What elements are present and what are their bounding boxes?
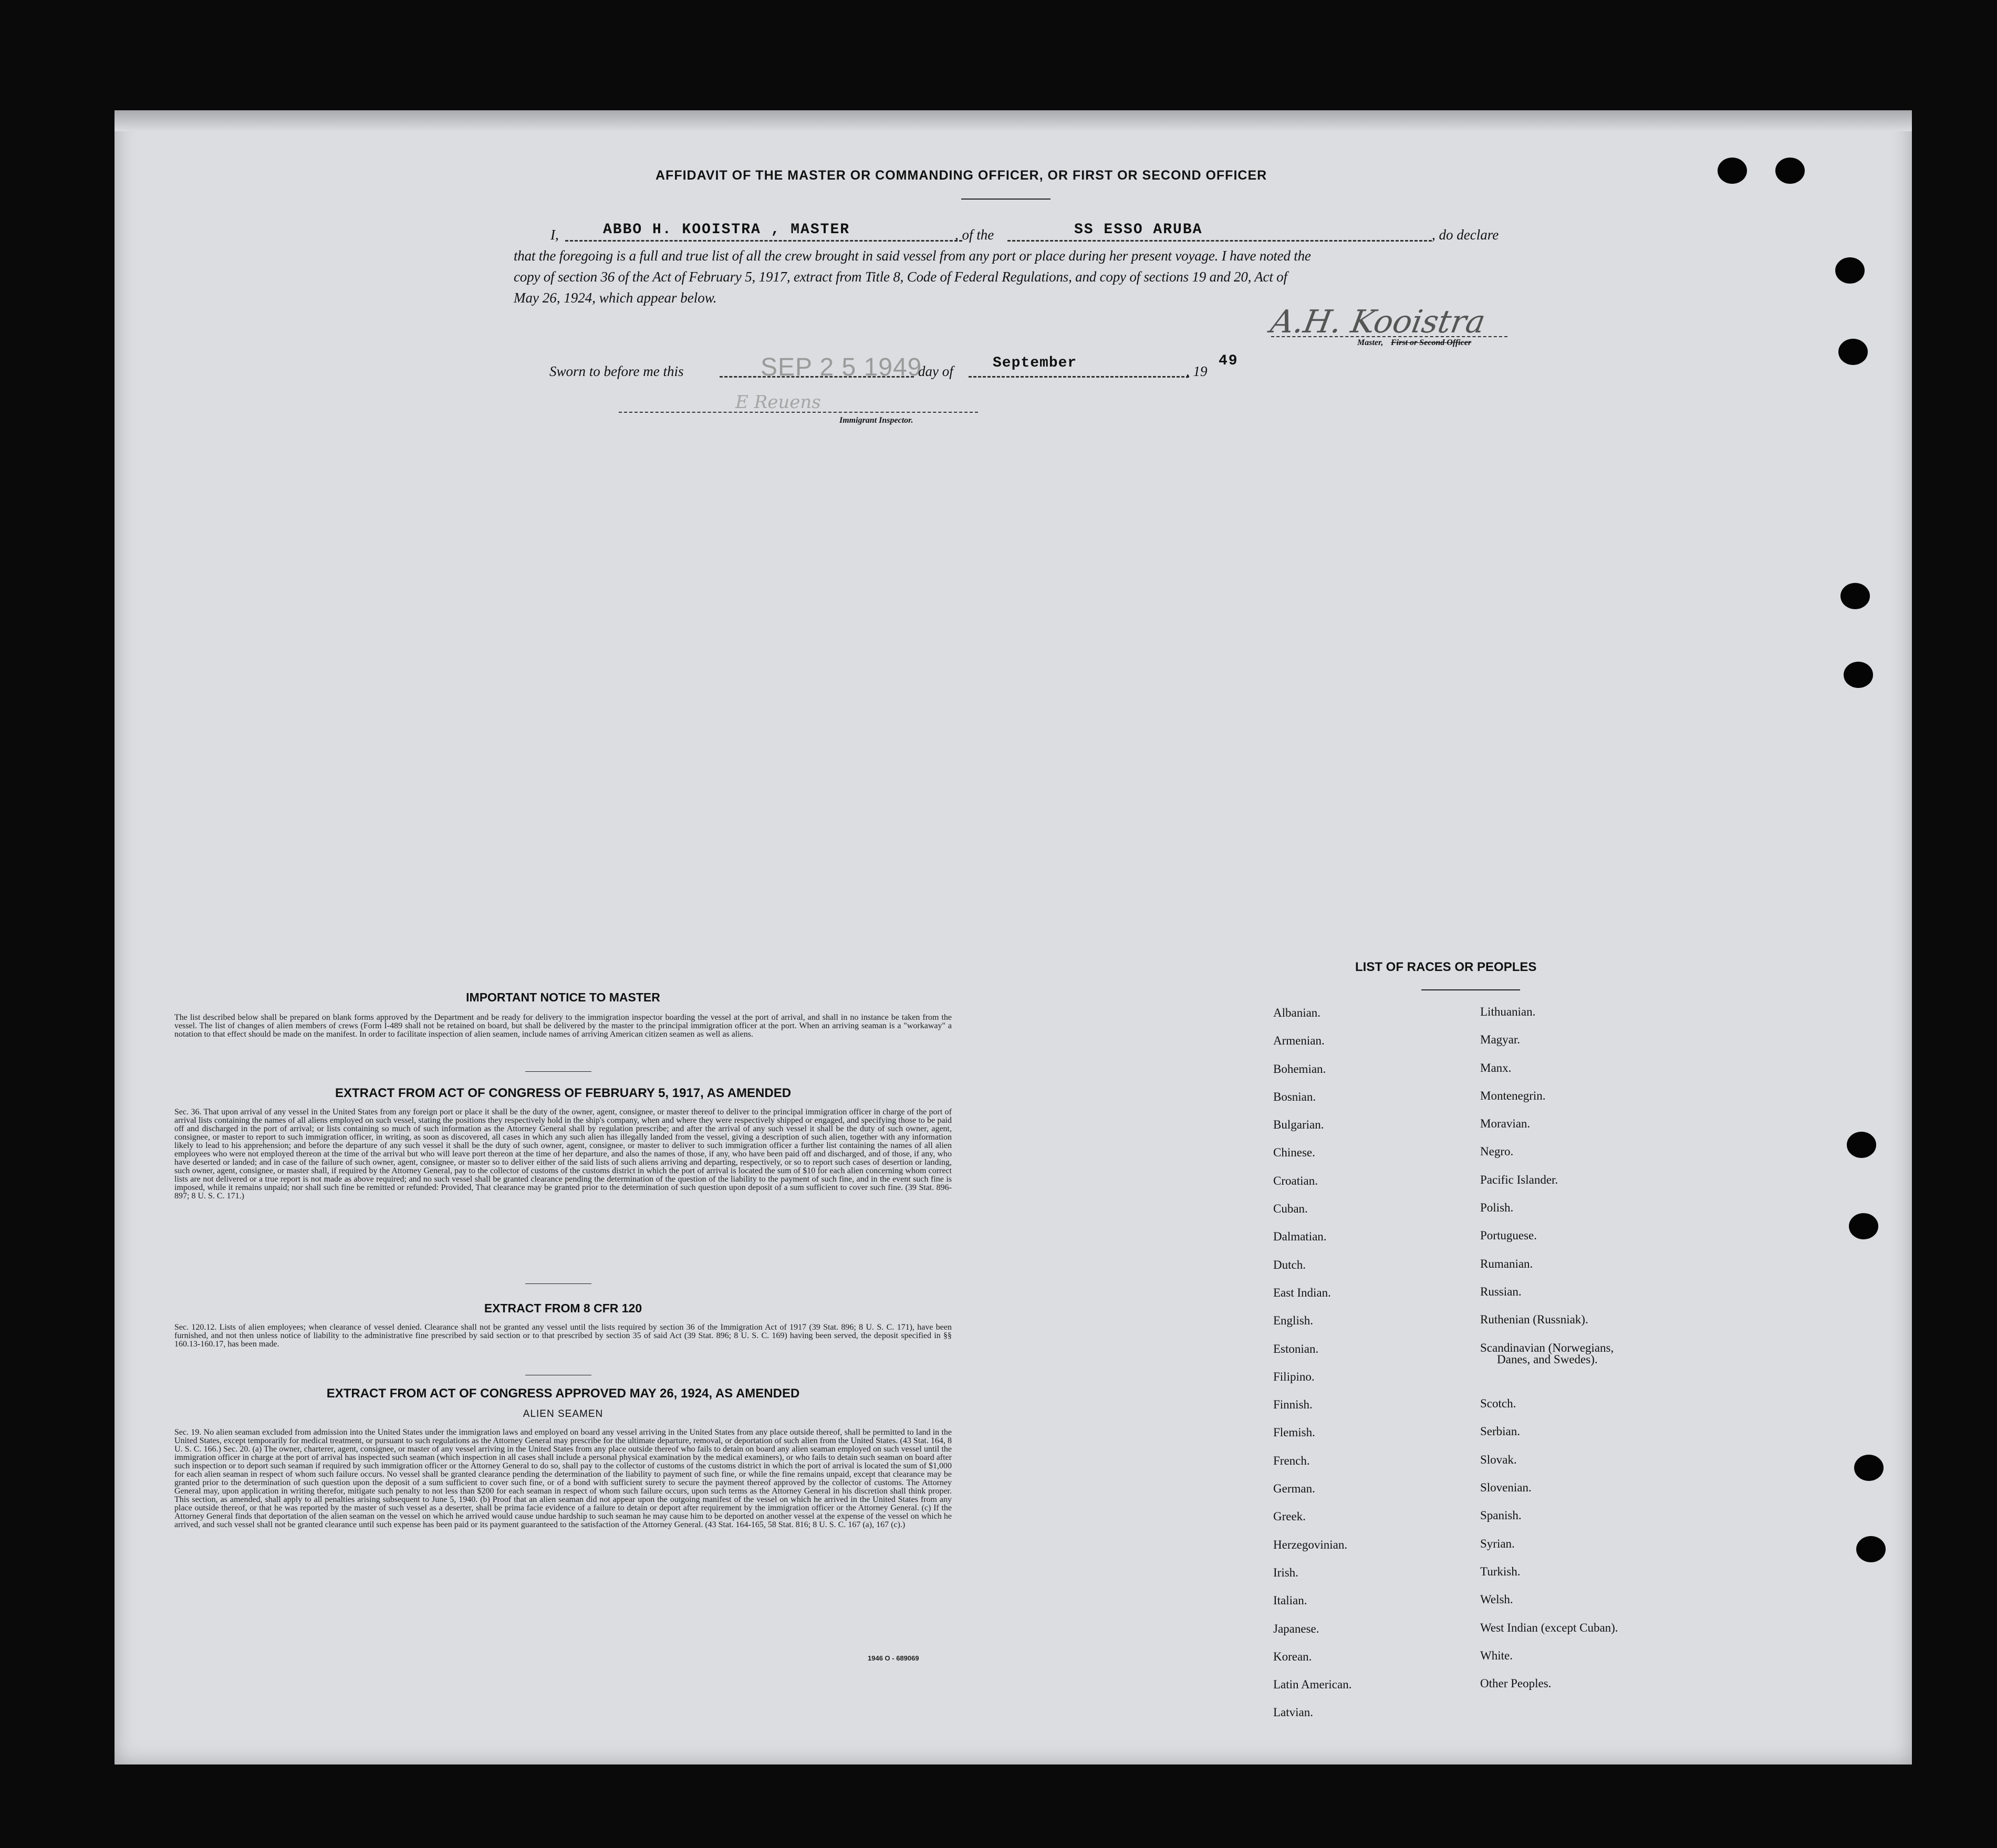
affidavit-text-line: copy of section 36 of the Act of February 5, 1917, extract from Title 8, Code of Federal Regulations, and copy of sections 19 and 20, Act of — [514, 269, 1287, 285]
races-title-underline — [1421, 989, 1520, 990]
race-item: Turkish. — [1480, 1564, 1521, 1578]
race-item: Chinese. — [1273, 1146, 1315, 1160]
race-item: Syrian. — [1480, 1537, 1515, 1550]
race-item: Bosnian. — [1273, 1090, 1316, 1103]
extract3-body: Sec. 19. No alien seaman excluded from admission into the United States under the immigration laws and employed on board any vessel arriving in the United States from any place outside thereof, shall be permitted to land in the United States, except temporarily for medical treatment, or pursuant to such regulations as the Attorney General may prescribe for the ultimate departure, removal, or deportation of such alien from the United States. (43 Stat. 164, 8 U. S. C. 166.) Sec. 20. (a) The owner, charterer, agent, consignee, or master of any vessel arriving in the United States from any place outside thereof who fails to detain on board any alien seaman employed on such vessel until the immigration officer in charge at the port of arrival has inspected such seaman (which inspection in all cases shall include a personal physical examination by the medical examiners), or who fails to detain such seaman on board after such inspection or to deport such seaman if required by such immigration officer or the Attorney General to do so, shall pay to the collector of customs of the customs district in which the port of arrival is located the sum of $1,000 for each alien seaman in respect of whom such failure occurs. No vessel shall be granted clearance pending the determination of the liability to payment of such fine, or while the fine remains unpaid, except that clearance may be granted prior to the determination of such question upon the deposit of a sum sufficient to cover such fine, or of a bond with sufficient surety to secure the payment thereof approved by the collector of customs. The Attorney General may, upon application in writing therefor, mitigate such penalty to not less than $200 for each seaman in respect of whom such failure occurs, upon such terms as the Attorney General in his discretion shall think proper. This section, as amended, shall apply to all penalties arising subsequent to June 5, 1940. (b) Proof that an alien seaman did not appear upon the outgoing manifest of the vessel on which he arrived in the United States from any place outside thereof, or that he was reported by the master of such vessel as a deserter, shall be prima facie evidence of a failure to detain or deport after requirement by the immigration officer or the Attorney General. (c) If the Attorney General finds that deportation of the alien seaman on the vessel on which he arrived would cause undue hardship to such seaman he may cause him to be deported on another vessel at the expense of the vessel on which he arrived, and such vessel shall not be granted clearance until such expense has been paid or its payment guaranteed to the satisfaction of the Attorney General. (43 Stat. 164-165, 58 Stat. 816; 8 U. S. C. 167 (a), 167 (c).) — [174, 1428, 952, 1529]
affidavit-text-line: May 26, 1924, which appear below. — [514, 290, 717, 306]
race-item: Dutch. — [1273, 1258, 1306, 1271]
race-item: Lithuanian. — [1480, 1005, 1536, 1018]
extract2-title: EXTRACT FROM 8 CFR 120 — [484, 1301, 642, 1315]
race-item: Latin American. — [1273, 1678, 1352, 1692]
race-item: Other Peoples. — [1480, 1677, 1552, 1690]
notice-title: IMPORTANT NOTICE TO MASTER — [466, 990, 660, 1004]
race-item: Serbian. — [1480, 1425, 1521, 1438]
races-title: LIST OF RACES OR PEOPLES — [1355, 960, 1537, 974]
punch-hole — [1835, 257, 1865, 284]
punch-hole — [1840, 583, 1870, 609]
signature-caption-master: Master, — [1357, 338, 1384, 347]
race-item: Moravian. — [1480, 1117, 1531, 1131]
race-item: Pacific Islander. — [1480, 1173, 1558, 1186]
race-item: French. — [1273, 1454, 1310, 1467]
punch-hole — [1775, 158, 1805, 184]
race-item: Greek. — [1273, 1510, 1306, 1523]
race-item: Latvian. — [1273, 1706, 1313, 1719]
race-item: Scandinavian (Norwegians, — [1480, 1341, 1614, 1354]
sworn-label: Sworn to before me this — [549, 363, 684, 379]
race-item: Italian. — [1273, 1594, 1307, 1607]
signature-caption-struck: First or Second Officer — [1391, 338, 1472, 347]
race-item-continuation: Danes, and Swedes). — [1497, 1353, 1598, 1366]
race-item: English. — [1273, 1314, 1314, 1328]
extract3-title: EXTRACT FROM ACT OF CONGRESS APPROVED MAY 26, 1924, AS AMENDED — [326, 1386, 800, 1401]
punch-hole — [1847, 1132, 1876, 1158]
race-item: White. — [1480, 1648, 1513, 1662]
punch-hole — [1844, 662, 1873, 688]
section-divider — [525, 1283, 591, 1284]
title-underline — [961, 199, 1050, 200]
day-of-label: day of — [918, 363, 953, 379]
punch-hole — [1838, 339, 1868, 365]
race-item: Scotch. — [1480, 1397, 1516, 1411]
race-item: West Indian (except Cuban). — [1480, 1621, 1618, 1634]
punch-hole — [1854, 1455, 1884, 1481]
page-top-shadow — [115, 110, 1912, 131]
race-item: Welsh. — [1480, 1593, 1513, 1606]
race-item: Russian. — [1480, 1285, 1522, 1298]
do-declare-label: , do declare — [1432, 227, 1499, 243]
race-item: Slovenian. — [1480, 1481, 1532, 1495]
race-item — [1480, 1369, 1618, 1397]
race-item: Spanish. — [1480, 1509, 1522, 1522]
race-item: Rumanian. — [1480, 1257, 1533, 1270]
master-name-line — [565, 240, 962, 242]
extract2-body: Sec. 120.12. Lists of alien employees; when clearance of vessel denied. Clearance shall not be granted any vessel until the lists required by section 36 of the Immigration Act of 1917 (39 Stat. 896; 8 U. S. C. 171), have been furnished, and not then unless notice of liability to the administrative fine prescribed by said section or to that prescribed by section 35 of said Act (39 Stat. 896; 8 U. S. C. 169) having been served, the deposit specified in §§ 160.13-160.17, has been made. — [174, 1323, 952, 1349]
race-item: Dalmatian. — [1273, 1230, 1327, 1244]
punch-hole — [1718, 158, 1747, 184]
extract1-title: EXTRACT FROM ACT OF CONGRESS OF FEBRUARY 5, 1917, AS AMENDED — [335, 1086, 792, 1100]
master-name: ABBO H. KOOISTRA , MASTER — [603, 222, 850, 238]
races-left-column — [1273, 1006, 1351, 1734]
race-item: Polish. — [1480, 1201, 1514, 1215]
extract3-subtitle: ALIEN SEAMEN — [523, 1408, 604, 1419]
i-label: I, — [550, 227, 559, 243]
month-line — [969, 376, 1189, 378]
signature-line — [1271, 336, 1507, 337]
punch-hole — [1849, 1213, 1878, 1239]
year-suffix: 49 — [1219, 353, 1239, 369]
inspector-label: Immigrant Inspector. — [839, 416, 913, 425]
notice-body: The list described below shall be prepared on blank forms approved by the Department and be ready for delivery to the immigration inspector boarding the vessel at the port of arrival, and shall in no instance be taken from the vessel. The list of changes of alien members of crews (Form I-489 shall not be retained on board, but shall be delivered by the master to the principal immigration officer at the port. When an arriving seaman is a "workaway" a notation to that effect should be made on the manifest. In order to facilitate inspection of alien seamen, include names of arriving American citizen seamen as well as aliens. — [174, 1013, 952, 1039]
race-item: Korean. — [1273, 1649, 1312, 1663]
affidavit-text-line: that the foregoing is a full and true list of all the crew brought in said vessel from any port or place during her present voyage. I have noted the — [514, 248, 1311, 264]
print-code: 1946 O - 689069 — [868, 1654, 919, 1662]
race-item: Filipino. — [1273, 1370, 1315, 1383]
punch-hole — [1856, 1536, 1886, 1562]
vessel-name-line — [1007, 240, 1432, 242]
race-item: East Indian. — [1273, 1286, 1331, 1299]
month-value: September — [993, 355, 1077, 371]
race-item: Herzegovinian. — [1273, 1538, 1348, 1551]
race-item: Negro. — [1480, 1145, 1514, 1158]
race-item: Flemish. — [1273, 1426, 1315, 1439]
race-item: Slovak. — [1480, 1453, 1517, 1466]
race-item: Japanese. — [1273, 1622, 1319, 1635]
of-the-label: , of the — [955, 227, 994, 243]
race-item: Manx. — [1480, 1061, 1512, 1074]
race-item: Montenegrin. — [1480, 1089, 1546, 1102]
race-item: Armenian. — [1273, 1034, 1325, 1048]
race-item: Irish. — [1273, 1565, 1298, 1579]
race-item: Croatian. — [1273, 1174, 1318, 1187]
vessel-name: SS ESSO ARUBA — [1074, 222, 1203, 238]
race-item: Bohemian. — [1273, 1062, 1326, 1076]
race-item: Ruthenian (Russniak). — [1480, 1313, 1588, 1327]
race-item: Bulgarian. — [1273, 1118, 1324, 1132]
extract1-body: Sec. 36. That upon arrival of any vessel in the United States from any foreign port or place it shall be the duty of the owner, agent, consignee, or master thereof to deliver to the principal immigration officer in charge of the port of arrival lists containing the names of all aliens employed on such vessel, stating the positions they respectively hold in the ship's company, when and where they were respectively shipped or engaged, and specifying those to be paid off and discharged in the port of arrival; or lists containing so much of such information as the Attorney General shall by regulation prescribe; and after the arrival of any such vessel it shall be the duty of such owner, agent, consignee, or master to report to such immigration officer, in writing, as soon as discovered, all cases in which any such alien has illegally landed from the vessel, giving a description of such alien, together with any information likely to lead to his apprehension; and before the departure of any such vessel it shall be the duty of such owner, agent, consignee, or master to deliver to such immigration officer a further list containing the names of all alien employees who were not employed thereon at the time of the arrival but who will leave port thereon at the time of her departure, and also the names of those, if any, who have been paid off and discharged, and of those, if any, who have deserted or landed; and in case of the failure of such owner, agent, consignee, or master so to deliver either of the said lists of such aliens arriving and departing, respectively, or so to report such cases of desertion or landing, such owner, agent, consignee, or master shall, if required by the Attorney General, pay to the collector of customs of the customs district in which the port of arrival is located the sum of $10 for each alien concerning whom correct lists are not delivered or a true report is not made as above required; and no such vessel shall be granted clearance pending the determination of the question of the liability to the payment of such fine, and in the event such fine is imposed, while it remains unpaid; nor shall such fine be remitted or refunded: Provided, That clearance may be granted prior to the determination of such question upon deposit of a sum sufficient to cover such fine. (39 Stat. 896-897; 8 U. S. C. 171.) — [174, 1108, 952, 1200]
race-item: Cuban. — [1273, 1202, 1308, 1216]
inspector-line — [619, 412, 978, 413]
year-prefix: , 19 — [1186, 363, 1208, 379]
race-item: Finnish. — [1273, 1398, 1313, 1412]
section-divider — [525, 1071, 591, 1072]
race-item: German. — [1273, 1482, 1315, 1496]
race-item: Estonian. — [1273, 1342, 1319, 1355]
race-item: Portuguese. — [1480, 1229, 1537, 1243]
race-item: Magyar. — [1480, 1033, 1521, 1047]
inspector-signature: E Reuens — [735, 392, 821, 413]
master-signature: A.H. Kooistra — [1267, 304, 1489, 340]
date-stamp: SEP 2 5 1949 — [761, 353, 922, 381]
affidavit-title: AFFIDAVIT OF THE MASTER OR COMMANDING OFFICER, OR FIRST OR SECOND OFFICER — [656, 168, 1267, 183]
race-item: Albanian. — [1273, 1006, 1321, 1019]
